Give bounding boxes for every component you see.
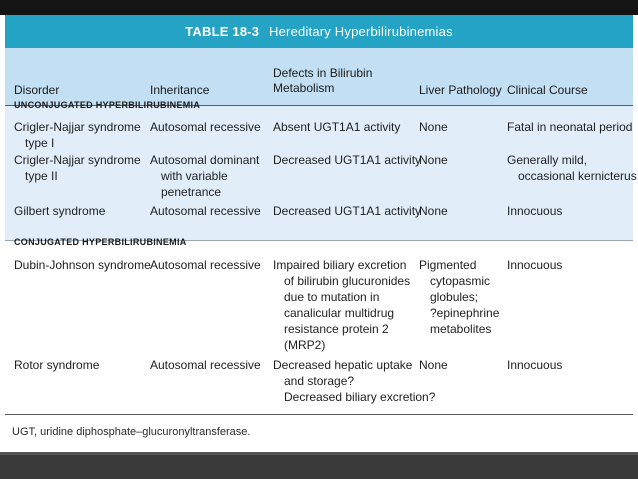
cell-line: resistance protein 2: [284, 322, 389, 336]
table-cell-pathology: [419, 203, 448, 219]
cell-line: type I: [25, 136, 55, 150]
cell-line: metabolites: [430, 322, 492, 336]
table-cell-defects: [273, 152, 421, 168]
cell-line: Absent UGT1A1 activity: [273, 120, 401, 134]
table-header: [5, 48, 633, 105]
cell-line: Decreased hepatic uptake: [273, 358, 413, 372]
cell-line: ?epinephrine: [430, 306, 500, 320]
cell-line: with variable: [161, 169, 228, 183]
cell-line: globules;: [430, 290, 479, 304]
cell-line: None: [419, 358, 448, 372]
table-cell-disorder: [14, 257, 151, 273]
bottom-bar: [0, 452, 638, 479]
cell-line: canalicular multidrug: [284, 306, 395, 320]
cell-line: Innocuous: [507, 204, 563, 218]
cell-line: Autosomal recessive: [150, 120, 261, 134]
cell-line: Impaired biliary excretion: [273, 258, 407, 272]
cell-line: None: [419, 153, 448, 167]
table-cell-inheritance: [150, 203, 261, 219]
cell-line: of bilirubin glucuronides: [284, 274, 411, 288]
cell-line: Autosomal recessive: [150, 358, 261, 372]
table-cell-course: [507, 203, 562, 219]
cell-line: Decreased biliary excretion?: [284, 390, 436, 404]
header-liver-pathology: Liver Pathology: [419, 83, 502, 97]
header-disorder: Disorder: [14, 83, 60, 97]
table-cell-inheritance: [150, 152, 259, 200]
cell-line: Dubin-Johnson syndrome: [14, 258, 151, 272]
cell-line: penetrance: [161, 185, 222, 199]
table-cell-inheritance: [150, 257, 261, 273]
table-cell-course: [507, 357, 562, 373]
table-cell-course: [507, 257, 562, 273]
cell-line: Crigler-Najjar syndrome: [14, 120, 141, 134]
table-bottom-rule: [5, 414, 633, 415]
top-bar: [0, 0, 638, 15]
cell-line: Autosomal recessive: [150, 258, 261, 272]
table-number: TABLE 18-3: [185, 24, 260, 39]
table-cell-disorder: [14, 357, 99, 373]
section-unconjugated-label: UNCONJUGATED HYPERBILIRUBINEMIA: [14, 100, 201, 110]
table-title-text: Hereditary Hyperbilirubinemias: [269, 24, 453, 39]
slide: [5, 15, 637, 452]
table-cell-defects: [273, 203, 421, 219]
cell-line: Decreased UGT1A1 activity: [273, 153, 422, 167]
cell-line: Innocuous: [507, 258, 563, 272]
cell-line: None: [419, 120, 448, 134]
table-cell-pathology: [419, 152, 448, 168]
table-cell-course: [507, 119, 632, 135]
cell-line: Rotor syndrome: [14, 358, 100, 372]
table-cell-disorder: [14, 152, 141, 184]
header-clinical-course: Clinical Course: [507, 83, 588, 97]
header-defects-line2: Metabolism: [273, 81, 335, 95]
cell-line: occasional kernicterus: [518, 169, 637, 183]
cell-line: (MRP2): [284, 338, 326, 352]
cell-line: Pigmented: [419, 258, 477, 272]
cell-line: Generally mild,: [507, 153, 588, 167]
table-cell-defects: [273, 357, 435, 405]
cell-line: due to mutation in: [284, 290, 380, 304]
cell-line: cytopasmic: [430, 274, 491, 288]
cell-line: and storage?: [284, 374, 355, 388]
cell-line: Decreased UGT1A1 activity: [273, 204, 422, 218]
table-cell-pathology: [419, 357, 448, 373]
header-defects-line1: Defects in Bilirubin: [273, 66, 373, 80]
cell-line: Autosomal recessive: [150, 204, 261, 218]
cell-line: Autosomal dominant: [150, 153, 260, 167]
header-defects: [273, 66, 372, 96]
table-cell-pathology: [419, 119, 448, 135]
cell-line: Gilbert syndrome: [14, 204, 106, 218]
table-cell-inheritance: [150, 119, 261, 135]
cell-line: Innocuous: [507, 358, 563, 372]
table-cell-pathology: [419, 257, 499, 337]
table-cell-disorder: [14, 203, 105, 219]
table-title: [5, 15, 633, 48]
footnote: UGT, uridine diphosphate–glucuronyltransferase.: [12, 426, 251, 438]
table-title-bar: [5, 15, 633, 48]
cell-line: None: [419, 204, 448, 218]
cell-line: Fatal in neonatal period: [507, 120, 633, 134]
table-cell-disorder: [14, 119, 141, 151]
table-cell-course: [507, 152, 637, 184]
section-conjugated-label: CONJUGATED HYPERBILIRUBINEMIA: [14, 237, 187, 247]
table-cell-inheritance: [150, 357, 261, 373]
table-cell-defects: [273, 257, 410, 353]
cell-line: type II: [25, 169, 58, 183]
header-inheritance: Inheritance: [150, 83, 210, 97]
cell-line: Crigler-Najjar syndrome: [14, 153, 141, 167]
table-cell-defects: [273, 119, 400, 135]
